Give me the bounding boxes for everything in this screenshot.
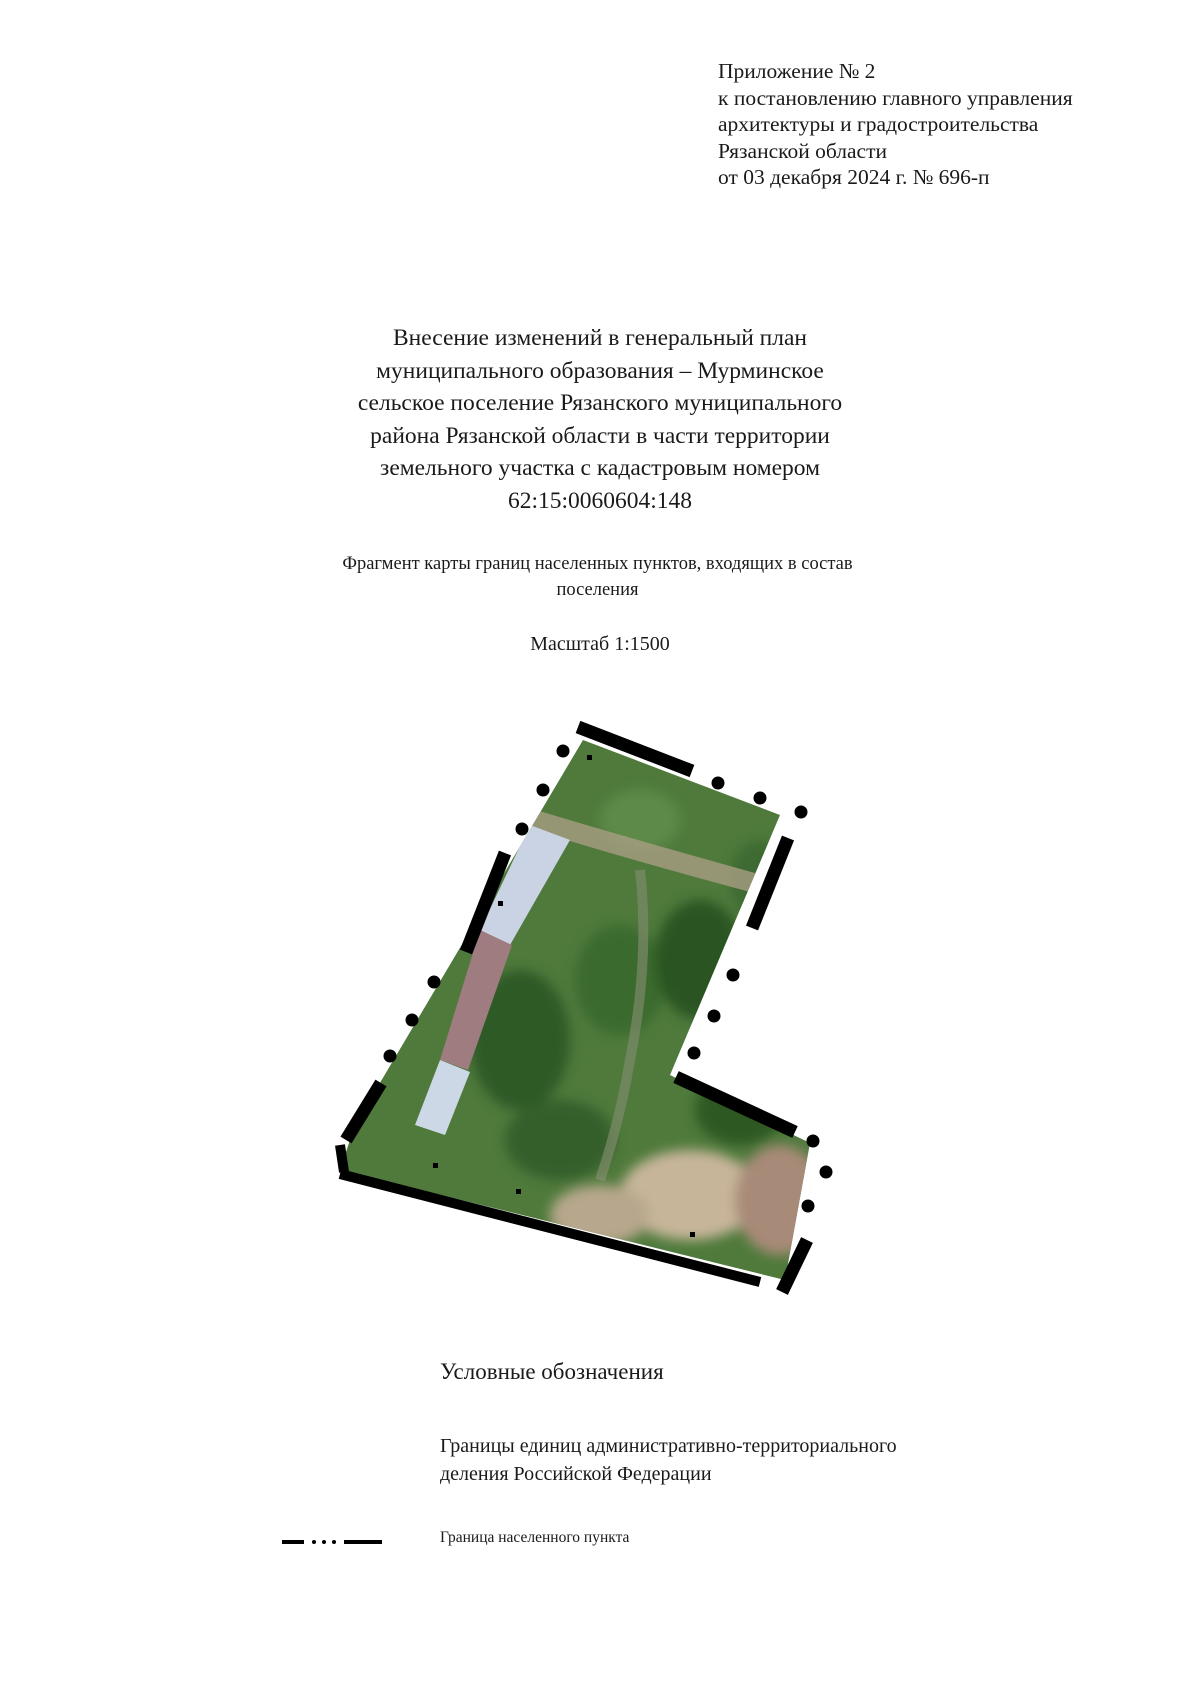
title-line: района Рязанской области в части территории — [370, 422, 830, 449]
title-line: 62:15:0060604:148 — [507, 487, 693, 514]
legend-dash-dot-line-icon — [282, 1536, 387, 1548]
title-line: Внесение изменений в генеральный план — [392, 325, 807, 351]
legend-item-settlement-boundary: Граница населенного пункта — [440, 1529, 630, 1546]
legend-item-admin-boundaries — [440, 1432, 897, 1488]
legend-label: Границы единиц административно-территориального — [440, 1435, 897, 1457]
satellite-parcel-image — [300, 720, 840, 1300]
appendix-line: Рязанской области — [718, 138, 887, 163]
title-line: сельское поселение Рязанского муниципального — [357, 390, 843, 416]
title-line: муниципального образования – Мурминское — [376, 357, 824, 384]
appendix-line: архитектуры и градостроительства — [718, 112, 1039, 136]
appendix-line: Приложение № 2 — [718, 59, 876, 83]
appendix-line: от 03 декабря 2024 г. № 696-п — [718, 165, 990, 189]
subtitle-line: Фрагмент карты границ населенных пунктов, входящих в состав — [342, 554, 853, 574]
appendix-line: к постановлению главного управления — [718, 85, 1073, 110]
subtitle-line: поселения — [556, 580, 639, 600]
title-line: земельного участка с кадастровым номером — [380, 455, 820, 481]
legend-label: деления Российской Федерации — [440, 1463, 712, 1485]
map-scale: Масштаб 1:1500 — [530, 633, 670, 655]
legend-title: Условные обозначения — [440, 1359, 664, 1384]
